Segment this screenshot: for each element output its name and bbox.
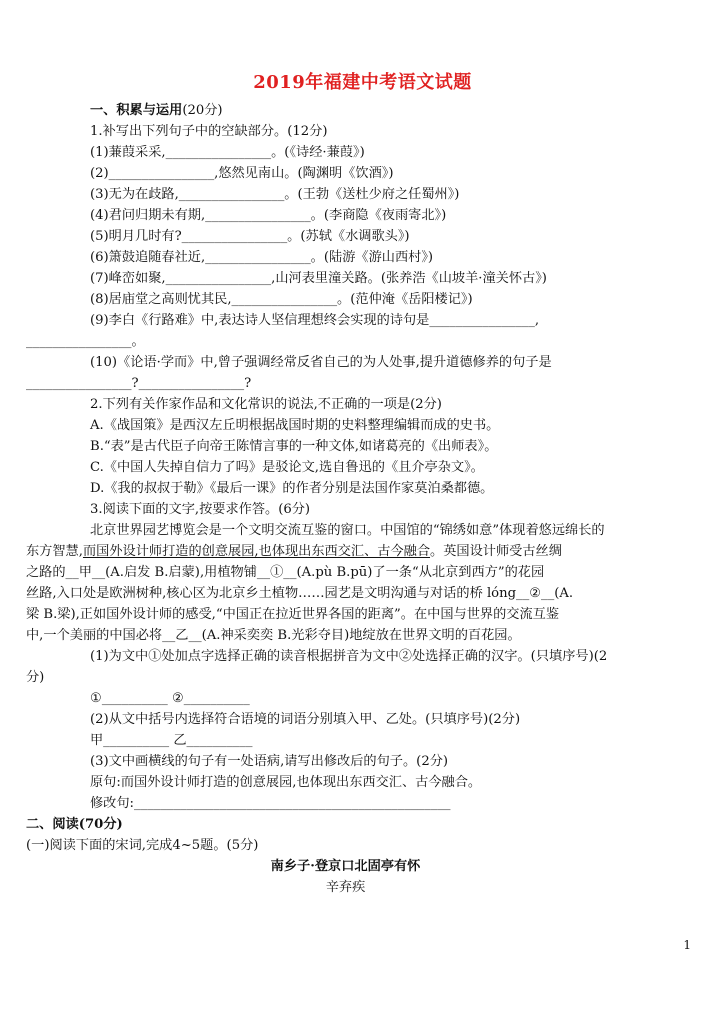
fill-item: (7)峰峦如聚,________________,山河表里潼关路。(张养浩《山坡羊·潼关怀古》) — [90, 271, 547, 286]
passage-text: 。英国设计师受古丝绸 — [430, 544, 562, 559]
fill-item: (10)《论语·学而》中,曾子强调经常反省自己的为人处事,提升道德修养的句子是 — [90, 355, 552, 370]
passage-line — [26, 541, 665, 562]
fill-item: (9)李白《行路难》中,表达诗人坚信理想终会实现的诗句是________________, — [90, 313, 540, 328]
section-heading — [90, 100, 665, 121]
poem-title: 南乡子·登京口北固亭有怀 — [270, 859, 421, 874]
fill-item: (4)君问归期未有期,________________。(李商隐《夜雨寄北》) — [90, 208, 447, 223]
fill-item-continued: ________________?________________? — [26, 376, 252, 391]
fill-item: (5)明月几时有?________________。(苏轼《水调歌头》) — [90, 229, 410, 244]
fill-item: (2)________________,悠然见南山。(陶渊明《饮酒》) — [90, 166, 394, 181]
answer-blanks: ①__________ ②__________ — [90, 691, 250, 706]
page-title: 2019年福建中考语文试题 — [253, 72, 472, 93]
section-score: (20分) — [182, 103, 223, 118]
poem-author: 辛弃疾 — [325, 880, 366, 895]
passage-text: 东方智慧, — [26, 544, 83, 559]
choice-option: B.“表”是古代臣子向帝王陈情言事的一种文体,如诸葛亮的《出师表》。 — [90, 439, 498, 454]
question-stem: 2.下列有关作家作品和文化常识的说法,不正确的一项是(2分) — [90, 397, 442, 412]
reading-intro: (一)阅读下面的宋词,完成4~5题。(5分) — [26, 838, 259, 853]
sub-question: (1)为文中①处加点字选择正确的读音根据拼音为文中②处选择正确的汉字。(只填序号)(2 — [90, 649, 608, 664]
section-title: 一、积累与运用 — [90, 103, 183, 118]
original-sentence: 原句:而国外设计师打造的创意展园,也体现出东西交汇、古今融合。 — [90, 775, 482, 790]
fill-item: (6)箫鼓追随春社近,________________。(陆游《游山西村》) — [90, 250, 434, 265]
passage-line: 北京世界园艺博览会是一个文明交流互鉴的窗口。中国馆的“锦绣如意”体现着悠远绵长的 — [90, 523, 605, 538]
answer-blanks: 甲__________ 乙__________ — [90, 733, 253, 748]
section-heading: 二、阅读(70分) — [26, 817, 123, 832]
fill-item: (1)蒹葭采采,________________。(《诗经·蒹葭》) — [90, 145, 365, 160]
question-stem: 3.阅读下面的文字,按要求作答。(6分) — [90, 502, 311, 517]
passage-line: 中,一个美丽的中国必将__乙__(A.神采奕奕 B.光彩夺目)地绽放在世界文明的百花园。 — [26, 628, 521, 643]
revised-sentence: 修改句:________________________________________________ — [90, 796, 451, 811]
fill-item-continued: ________________。 — [26, 334, 145, 349]
sub-question: (2)从文中括号内选择符合语境的词语分别填入甲、乙处。(只填序号)(2分) — [90, 712, 521, 727]
fill-item: (8)居庙堂之高则忧其民,________________。(范仲淹《岳阳楼记》) — [90, 292, 473, 307]
question-stem: 1.补写出下列句子中的空缺部分。(12分) — [90, 124, 328, 139]
choice-option: C.《中国人失掉自信力了吗》是驳论文,选自鲁迅的《且介亭杂文》。 — [90, 460, 484, 475]
choice-option: D.《我的叔叔于勒》《最后一课》的作者分别是法国作家莫泊桑都德。 — [90, 481, 494, 496]
fill-item: (3)无为在歧路,________________。(王勃《送杜少府之任蜀州》) — [90, 187, 460, 202]
choice-option: A.《战国策》是西汉左丘明根据战国时期的史料整理编辑而成的史书。 — [90, 418, 500, 433]
passage-line: 梁 B.梁),正如国外设计师的感受,“中国正在拉近世界各国的距离”。在中国与世界的交流互鉴 — [26, 607, 560, 622]
passage-line: 丝路,入口处是欧洲树种,核心区为北京乡土植物……园艺是文明沟通与对话的桥 lóng__②__(A. — [26, 586, 574, 601]
passage-line: 之路的__甲__(A.启发 B.启蒙),用植物铺__①__(A.pù B.pū)了一条“从北京到西方”的花园 — [26, 565, 545, 580]
page-number: 1 — [683, 938, 691, 952]
underlined-sentence: 而国外设计师打造的创意展园,也体现出东西交汇、古今融合 — [82, 544, 431, 559]
sub-question: (3)文中画横线的句子有一处语病,请写出修改后的句子。(2分) — [90, 754, 449, 769]
exam-content — [26, 100, 665, 898]
sub-question-continued: 分) — [26, 670, 45, 685]
